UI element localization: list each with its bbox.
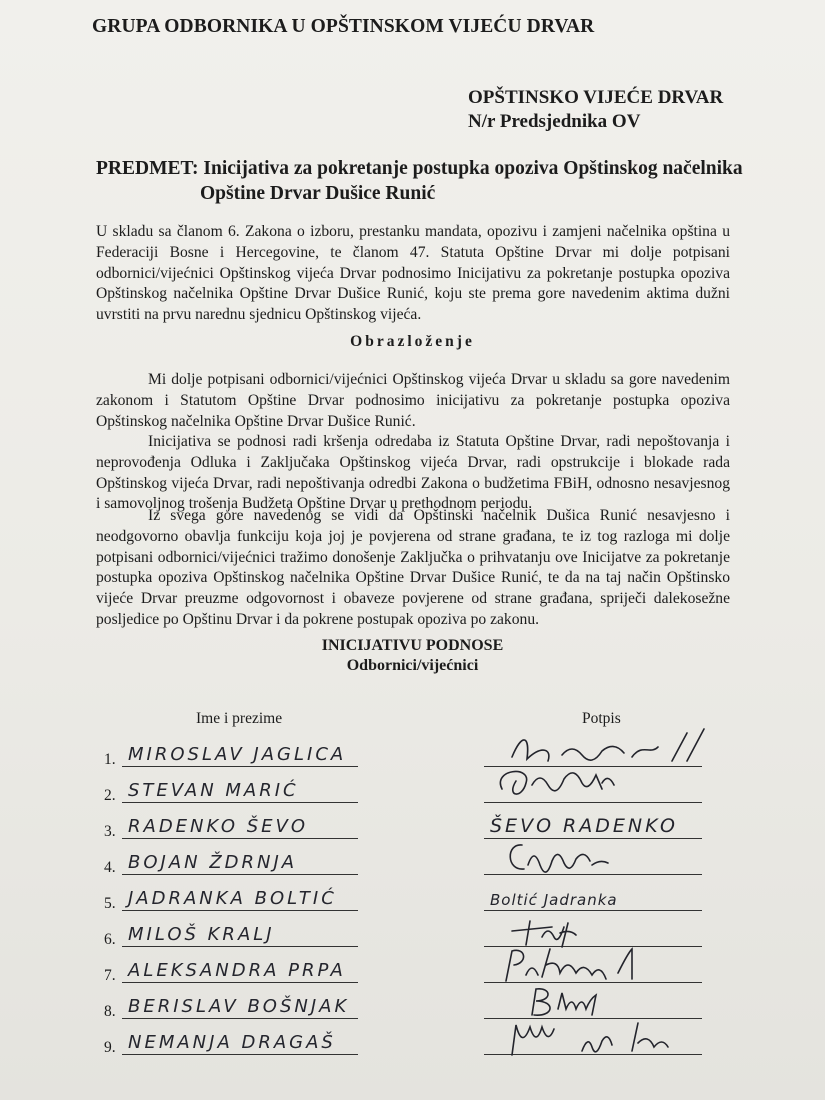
handwritten-name: RADENKO ŠEVO (128, 816, 309, 837)
signatories-heading (0, 636, 825, 676)
signatory-row-4 (104, 843, 724, 879)
handwritten-name: STEVAN MARIĆ (128, 780, 299, 801)
recipient-block (468, 86, 723, 134)
signature-5: Boltić Jadranka (490, 891, 618, 909)
row-number: 7. (104, 967, 116, 984)
name-line (122, 910, 358, 911)
handwritten-name: NEMANJA DRAGAŠ (128, 1032, 336, 1053)
signatories-title: INICIJATIVU PODNOSE (321, 637, 504, 654)
paragraph-3: Iz svega gore navedenog se vidi da Opštinski načelnik Dušica Runić nesavjesno i neodgovorno obavlja funkciju koja joj je povjerena od strane građana, te iz tog razloga mi dolje potpisani odbornici/vijećnici tražimo donošenje Zaključka o prihvatanju ove Inicijatve za pokretanje postupka opoziva Opštinskog načelnika Opštine Drvar Dušice Runić, te da na taj način Opštinsko vijeće Drvar preuzme odgovornost i obaveze povjerene od strane građana, spriječi dalekosežne posljedice po Opštinu Drvar i da pokrene postupak opoziva po zakonu. (96, 507, 730, 628)
handwritten-name: MIROSLAV JAGLICA (128, 744, 347, 765)
row-number: 2. (104, 787, 116, 804)
paragraph-1: Mi dolje potpisani odbornici/vijećnici Opštinskog vijeća Drvar u skladu sa gore navedenim zakonom i Statutom Opštine Drvar podnosimo inicijativu za pokretanje postupka opoziva Opštinskog načelnika Opštine Drvar Dušice Runić. (96, 371, 730, 430)
signatories-subtitle: Odbornici/vijećnici (346, 657, 479, 674)
signatory-row-2 (104, 771, 724, 807)
handwritten-name: JADRANKA BOLTIĆ (128, 888, 337, 909)
section-heading-obrazlozenje: Obrazloženje (350, 333, 475, 350)
name-line (122, 838, 358, 839)
signature-9 (482, 1015, 712, 1059)
signatory-row-9 (104, 1023, 724, 1059)
row-number: 3. (104, 823, 116, 840)
handwritten-name: BOJAN ŽDRNJA (128, 852, 298, 873)
name-line (122, 874, 358, 875)
name-line (122, 1054, 358, 1055)
name-line (122, 802, 358, 803)
signature-2 (482, 763, 712, 807)
column-header-name: Ime i prezime (196, 710, 283, 727)
column-header-signature: Potpis (582, 710, 621, 727)
group-title: GRUPA ODBORNIKA U OPŠTINSKOM VIJEĆU DRVAR (92, 16, 595, 37)
subject-block (96, 156, 743, 206)
intro-paragraph: U skladu sa članom 6. Zakona o izboru, prestanku mandata, opozivu i zamjeni načelnika opština u Federaciji Bosne i Hercegovine, te članom 47. Statuta Opštine Drvar mi dolje potpisani odbornici/vijećnici Opštinskog vijeća Drvar podnosimo Inicijativu za pokretanje postupka opoziva Opštinskog načelnika Opštine Drvar Dušice Runić, koju ste prema gore navedenim aktima dužni uvrstiti na prvu narednu sjednicu Opštinskog vijeća. (96, 223, 730, 324)
subject-line-1: PREDMET: Inicijativa za pokretanje postupka opoziva Opštinskog načelnika (96, 158, 743, 179)
row-number: 8. (104, 1003, 116, 1020)
row-number: 1. (104, 751, 116, 768)
signature-4 (482, 835, 712, 879)
handwritten-name: ALEKSANDRA PRPA (128, 960, 346, 981)
name-line (122, 946, 358, 947)
row-number: 6. (104, 931, 116, 948)
handwritten-name: MILOŠ KRALJ (128, 924, 275, 945)
name-line (122, 1018, 358, 1019)
name-line (122, 766, 358, 767)
row-number: 4. (104, 859, 116, 876)
handwritten-name: BERISLAV BOŠNJAK (128, 996, 350, 1017)
subject-line-2: Opštine Drvar Dušice Runić (200, 183, 436, 204)
row-number: 5. (104, 895, 116, 912)
recipient-name: OPŠTINSKO VIJEĆE DRVAR (468, 87, 724, 108)
row-number: 9. (104, 1039, 116, 1056)
name-line (122, 982, 358, 983)
recipient-attention: N/r Predsjednika OV (468, 111, 641, 132)
signature-3: ŠEVO RADENKO (490, 815, 679, 837)
paragraph-2: Inicijativa se podnosi radi kršenja odredaba iz Statuta Opštine Drvar, radi nepoštovanja i neprovođenja Odluka i Zaključaka Opštinskog vijeća Drvar, radi opstrukcije i blokade rada Opštinskog vijeća Drvar, radi nepoštivanja odredbi Zakona o budžetima FBiH, odnosno nesavjesnog i samovoljnog trošenja Budžeta Opštine Drvar u prethodnom periodu. (96, 433, 730, 513)
